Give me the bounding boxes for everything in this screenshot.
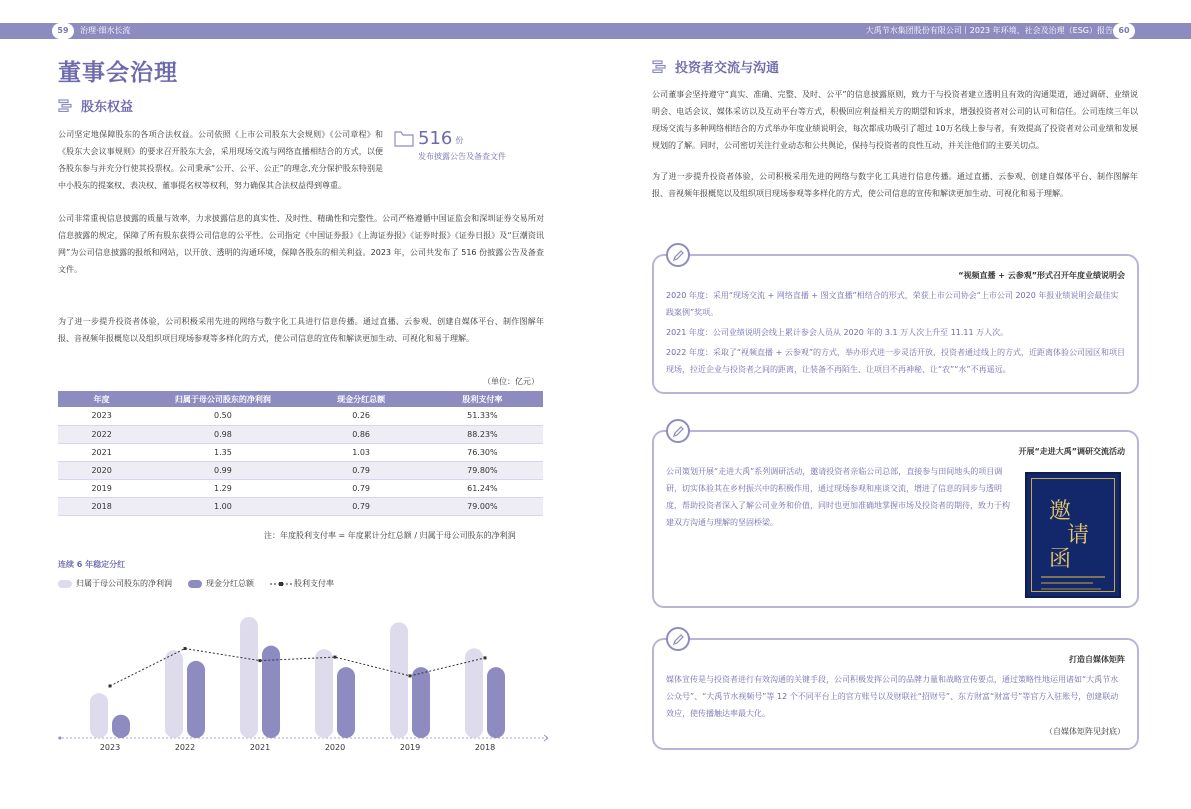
table-cell: 0.50: [145, 407, 300, 425]
table-row: [58, 479, 543, 497]
payout-ratio-point: [109, 684, 112, 687]
table-header-cell: 年度: [58, 391, 145, 407]
table-header-row: [58, 391, 543, 407]
legend-item: [270, 578, 334, 589]
x-tick-label: 2020: [324, 743, 346, 752]
table-header-cell: 归属于母公司股东的净利润: [145, 391, 300, 407]
table-header-cell: 现金分红总额: [300, 391, 421, 407]
table-cell: 2023: [58, 407, 145, 425]
box-title: “视频直播 + 云参观”形式召开年度业绩说明会: [958, 271, 1125, 280]
table-cell: 1.29: [145, 479, 300, 497]
table-cell: 2020: [58, 461, 145, 479]
legend-swatch: [58, 580, 72, 588]
x-tick-label: 2023: [99, 743, 121, 752]
payout-ratio-point: [184, 647, 187, 650]
legend-label: 股利支付率: [294, 579, 334, 588]
table-cell: 1.03: [300, 443, 421, 461]
bar-cash-dividend: [412, 667, 430, 738]
table-cell: 0.98: [145, 425, 300, 443]
left-page-number: 59: [52, 23, 74, 39]
section-heading-shareholder: [58, 96, 133, 115]
payout-ratio-point: [259, 659, 262, 662]
box-text: 公司策划开展“走进大禹”系列调研活动，邀请投资者亲临公司总部，直接参与田间地头的项目调研，切实体验其在乡村振兴中的积极作用，通过现场参观和座谈交流，增进了信息的同步与透明度，帮助投资者深入了解公司业务和价值，同时也更加准确地掌握市场及投资者的期待，致力于构建双方沟通与理解的坚固桥梁。: [666, 467, 1010, 527]
legend-swatch: [188, 580, 202, 588]
x-tick-label: 2021: [249, 743, 271, 752]
report-title: 大禹节水集团股份有限公司丨2023 年环境、社会及治理（ESG）报告: [865, 26, 1113, 35]
box-title: 打造自媒体矩阵: [1069, 655, 1125, 664]
table-unit: （单位：亿元）: [483, 377, 539, 386]
box-footnote: （自媒体矩阵见封底）: [1045, 727, 1125, 736]
dividend-chart: [58, 598, 548, 758]
payout-ratio-point: [334, 656, 337, 659]
table-cell: 88.23%: [422, 425, 543, 443]
table-row: [58, 407, 543, 425]
info-box-media-matrix: [652, 638, 1139, 750]
table-cell: 79.00%: [422, 497, 543, 515]
table-cell: 2019: [58, 479, 145, 497]
investor-paragraph-2: 为了进一步提升投资者体验，公司积极采用先进的网络与数字化工具进行信息传播。通过直播、云参观、创建自媒体平台、制作图解年报、音视频年报概览以及组织项目现场参观等多样化的方式，使公司信息的宣传和解读更加生动、可视化和易于理解。: [652, 172, 1138, 198]
x-tick-label: 2022: [174, 743, 196, 752]
x-tick-label: 2019: [399, 743, 421, 752]
legend-label: 现金分红总额: [206, 579, 254, 588]
table-cell: 1.35: [145, 443, 300, 461]
bar-cash-dividend: [112, 715, 130, 738]
shareholder-paragraph-1: 公司坚定地保障股东的各项合法权益。公司依照《上市公司股东大会规则》《公司章程》和《股东大会议事规则》的要求召开股东大会，采用现场交流与网络直播相结合的方式，以便各股东参与并充分行使其投票权。公司秉承“公开、公平、公正”的理念,充分保护股东特别是中小股东的提案权、表决权、董事提名权等权利，努力确保其合法权益得到尊重。: [58, 130, 383, 190]
table-row: [58, 443, 543, 461]
bar-cash-dividend: [187, 661, 205, 738]
bar-net-profit: [90, 693, 108, 738]
table-cell: 76.30%: [422, 443, 543, 461]
table-cell: 2021: [58, 443, 145, 461]
stat-unit: 份: [455, 136, 464, 145]
table-cell: 1.00: [145, 497, 300, 515]
table-cell: 0.79: [300, 479, 421, 497]
dividend-table: [58, 391, 543, 516]
bar-net-profit: [465, 648, 483, 738]
folder-icon: [394, 130, 414, 147]
section-icon: [58, 99, 72, 112]
left-section-label: 治理·细水长流: [80, 26, 131, 35]
table-row: [58, 425, 543, 443]
box-pencil-header: [666, 419, 690, 443]
stat-callout: [394, 128, 524, 162]
table-note: 注：年度股利支付率 = 年度累计分红总额 / 归属于母公司股东的净利润: [264, 531, 516, 540]
legend-item: [58, 578, 172, 589]
pencil-icon: [666, 243, 690, 267]
legend-item: [188, 578, 254, 589]
box-title: 开展“走进大禹”调研交流活动: [1018, 447, 1125, 456]
bar-cash-dividend: [487, 667, 505, 738]
table-cell: 0.26: [300, 407, 421, 425]
poster-calligraphy: [1049, 500, 1089, 572]
table-cell: 61.24%: [422, 479, 543, 497]
pencil-icon: [666, 627, 690, 651]
payout-ratio-point: [484, 656, 487, 659]
pencil-icon: [666, 419, 690, 443]
chart-legend: [58, 578, 334, 589]
x-axis-origin: [59, 737, 62, 740]
table-cell: 0.99: [145, 461, 300, 479]
table-cell: 0.79: [300, 497, 421, 515]
table-row: [58, 497, 543, 515]
stat-label: 发布披露公告及备查文件: [418, 152, 506, 161]
bar-net-profit: [240, 617, 258, 738]
table-row: [58, 461, 543, 479]
info-box-live-stream: [652, 254, 1139, 394]
table-cell: 51.33%: [422, 407, 543, 425]
bar-net-profit: [315, 649, 333, 738]
bar-cash-dividend: [337, 667, 355, 738]
payout-ratio-point: [409, 674, 412, 677]
box-pencil-header: [666, 243, 1141, 267]
investor-paragraph-1: 公司董事会坚持遵守“真实、准确、完整、及时、公平”的信息披露原则，致力于与投资者建立透明且有效的沟通渠道，通过调研、业绩说明会、电话会议、媒体采访以及互动平台等方式，积极回应利益相关方的期望和诉求，增强投资者对公司的认可和信任。公司连续三年以现场交流与多种网络相结合的方式举办年度业绩说明会，每次都成功吸引了超过 10万名线上参与者，有效提高了投资者对公司业绩和发展规划的了解。同时，公司密切关注行业动态和公共舆论，保持与投资者的良性互动，并关注他们的主要关切点。: [652, 90, 1138, 150]
table-header-cell: 股利支付率: [422, 391, 543, 407]
box-item: 2020 年度：采用“现场交流 + 网络直播 + 图文直播”相结合的形式，荣获上市公司协会“上市公司 2020 年报业绩说明会最佳实践案例”奖项。: [666, 291, 1119, 317]
stat-number: 516: [418, 128, 453, 149]
box-item: 2021 年度：公司业绩说明会线上累计参会人员从 2020 年的 3.1 万人次上升至 11.11 万人次。: [666, 328, 1009, 337]
table-cell: 2018: [58, 497, 145, 515]
section-heading-investor: [652, 57, 779, 76]
poster-char: 邀: [1049, 499, 1072, 524]
shareholder-paragraph-3: 为了进一步提升投资者体验，公司积极采用先进的网络与数字化工具进行信息传播。通过直播、云参观、创建自媒体平台、制作图解年报、音视频年报概览以及组织项目现场参观等多样化的方式，使公司信息的宣传和解读更加生动、可视化和易于理解。: [58, 317, 544, 343]
chart-title: 连续 6 年稳定分红: [58, 560, 126, 569]
table-cell: 79.80%: [422, 461, 543, 479]
legend-label: 归属于母公司股东的净利润: [76, 579, 172, 588]
poster-char: 函: [1049, 547, 1072, 572]
x-tick-label: 2018: [474, 743, 496, 752]
box-text: 媒体宣传是与投资者进行有效沟通的关键手段，公司积极发挥公司的品牌力量和战略宣传要点，通过策略性地运用诸如“大禹节水公众号”、“大禹节水视频号”等 12 个不同平台上的官方账号以及财联社“招财号”、东方财富“财富号”等官方入驻账号，创建联动效应，使传播触达率最大化。: [666, 675, 1119, 718]
legend-line-swatch: [270, 580, 292, 588]
box-pencil-header: [666, 627, 690, 651]
table-cell: 2022: [58, 425, 145, 443]
shareholder-paragraph-2: 公司非常重视信息披露的质量与效率，力求披露信息的真实性、及时性、精确性和完整性。公司严格遵循中国证监会和深圳证券交易所对信息披露的规定，保障了所有股东获得公司信息的公平性。公司指定《中国证券报》《上海证券报》《证券时报》《证券日报》及“巨潮资讯网”为公司信息披露的报纸和网站，以开放、透明的沟通环境，保障各股东的相关利益。2023 年，公司共发布了 516 份披露公告及备查文件。: [58, 214, 544, 274]
bar-net-profit: [165, 650, 183, 738]
section-heading-text: 投资者交流与沟通: [675, 61, 780, 76]
right-page-number: 60: [1113, 23, 1135, 39]
box-item: 2022 年度：采取了“视频直播 + 云参观”的方式，举办形式进一步灵活开放，投资者通过线上的方式，近距离体验公司园区和项目现场，拉近企业与投资者之间的距离，让装备不再陌生、让项目不再神秘、让“农”“水”不再遥远。: [666, 348, 1125, 374]
poster-char: 请: [1067, 523, 1090, 548]
section-icon: [652, 60, 666, 73]
invitation-poster-image: [1025, 472, 1121, 598]
table-cell: 0.79: [300, 461, 421, 479]
page-title: 董事会治理: [58, 60, 178, 86]
table-cell: 0.86: [300, 425, 421, 443]
section-heading-text: 股东权益: [81, 100, 134, 115]
bar-net-profit: [390, 622, 408, 738]
